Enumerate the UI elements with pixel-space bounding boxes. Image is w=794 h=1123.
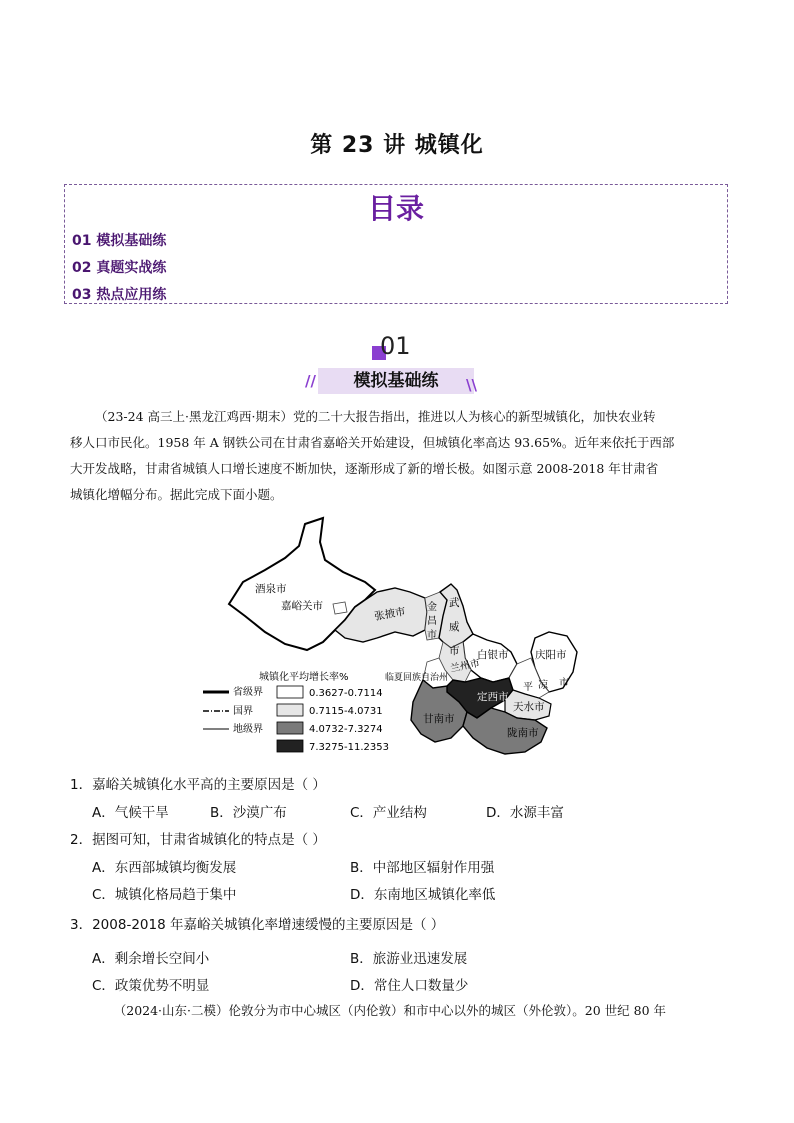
option[interactable]: A．气候干旱 (92, 805, 169, 821)
legend-swatch-2 (277, 704, 303, 716)
legend-boundary-label: 省级界 (233, 687, 263, 698)
label-longnan: 陇南市 (507, 727, 539, 739)
legend-range: 4.0732-7.3274 (309, 724, 383, 735)
right-slash-decoration: \\ (466, 376, 477, 394)
toc-item[interactable]: 03 热点应用练 (72, 287, 167, 303)
legend-boundary-label: 国界 (233, 706, 253, 717)
label-wuwei: 威 (449, 621, 460, 633)
label-linxia: 临夏回族自治州 (385, 673, 449, 683)
label-baiyin: 白银市 (477, 649, 509, 661)
option[interactable]: D．东南地区城镇化率低 (350, 887, 496, 903)
legend-range: 7.3275-11.2353 (309, 742, 389, 753)
option[interactable]: A．剩余增长空间小 (92, 951, 210, 967)
label-qingyang: 庆阳市 (535, 649, 567, 661)
label-wuwei: 武 (449, 597, 460, 609)
toc-item[interactable]: 02 真题实战练 (72, 260, 167, 276)
toc-heading: 目录 (367, 192, 424, 225)
label-gannan: 甘南市 (423, 713, 455, 725)
label-pingliang: 凉 (538, 680, 548, 691)
page-title: 第 23 讲 城镇化 (310, 133, 484, 158)
label-wuwei: 市 (449, 645, 460, 657)
option[interactable]: C．政策优势不明显 (92, 978, 210, 994)
left-slash-decoration: // (305, 372, 316, 390)
option[interactable]: B．沙漠广布 (210, 805, 287, 821)
passage-line: （23-24 高三上·黑龙江鸡西·期末）党的二十大报告指出，推进以人为核心的新型城镇化，加快农业转 (95, 409, 656, 424)
label-zhangye: 张掖市 (373, 605, 407, 623)
section-title: 模拟基础练 (353, 371, 439, 391)
legend-title: 城镇化平均增长率% (259, 672, 349, 683)
label-jiuquan: 酒泉市 (255, 583, 287, 595)
legend-boundary-label: 地级界 (233, 724, 263, 735)
label-dingxi: 定西市 (477, 691, 509, 703)
option[interactable]: C．城镇化格局趋于集中 (92, 887, 237, 903)
legend-range: 0.3627-0.7114 (309, 688, 383, 699)
passage-line: 城镇化增幅分布。据此完成下面小题。 (70, 487, 283, 502)
region-jiayuguan (333, 602, 347, 614)
label-jiayuguan: 嘉峪关市 (281, 600, 323, 612)
table-of-contents (64, 184, 728, 304)
passage (70, 404, 730, 508)
label-jinchang: 昌 (427, 616, 437, 627)
legend-swatch-3 (277, 722, 303, 734)
section-number: 01 (380, 332, 411, 360)
toc-item[interactable]: 01 模拟基础练 (72, 233, 167, 249)
gansu-urbanization-map (195, 512, 595, 762)
question-stem: 3．2008-2018 年嘉峪关城镇化率增速缓慢的主要原因是（ ） (70, 917, 445, 933)
passage-line: 大开发战略，甘肃省城镇人口增长速度不断加快，逐渐形成了新的增长极。如图示意 2008-2018 年甘肃省 (70, 461, 659, 476)
label-jinchang: 市 (427, 630, 437, 641)
question-stem: 2．据图可知，甘肃省城镇化的特点是（ ） (70, 832, 326, 848)
option[interactable]: A．东西部城镇均衡发展 (92, 860, 237, 876)
option[interactable]: C．产业结构 (350, 805, 427, 821)
label-pingliang: 平 (523, 682, 533, 693)
option[interactable]: B．旅游业迅速发展 (350, 951, 468, 967)
option[interactable]: D．常住人口数量少 (350, 978, 469, 994)
legend-range: 0.7115-4.0731 (309, 706, 383, 717)
label-jinchang: 金 (427, 602, 437, 613)
label-tianshui: 天水市 (513, 701, 545, 713)
label-pingliang: 市 (559, 678, 569, 689)
legend-swatch-1 (277, 686, 303, 698)
next-passage: （2024·山东·二模）伦敦分为市中心城区（内伦敦）和市中心以外的城区（外伦敦）。20 世纪 80 年 (113, 1003, 666, 1018)
option[interactable]: B．中部地区辐射作用强 (350, 860, 495, 876)
option[interactable]: D．水源丰富 (486, 805, 564, 821)
passage-line: 移人口市民化。1958 年 A 钢铁公司在甘肃省嘉峪关开始建设，但城镇化率高达 93.65%。近年来依托于西部 (70, 435, 675, 450)
label-lanzhou: 兰州市 (449, 657, 481, 675)
question-stem: 1．嘉峪关城镇化水平高的主要原因是（ ） (70, 777, 326, 793)
legend-swatch-4 (277, 740, 303, 752)
